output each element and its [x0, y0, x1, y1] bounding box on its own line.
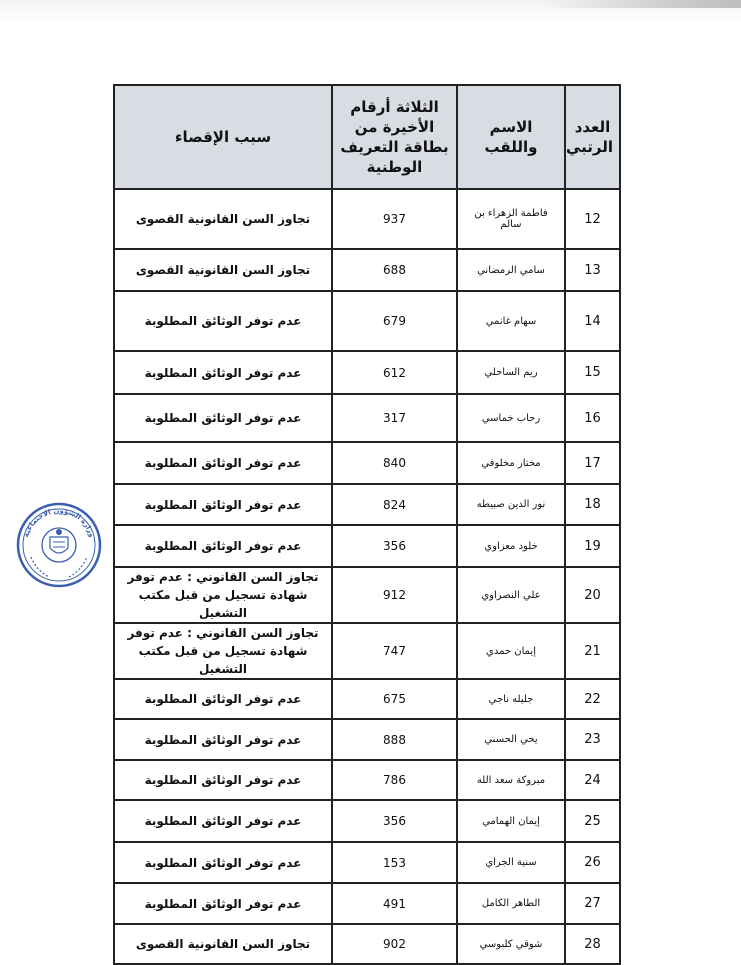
table-row [114, 800, 620, 842]
row-name: إيمان الهمامي [457, 800, 565, 842]
table-row [114, 525, 620, 567]
row-reason: تجاوز السن القانونية القصوى [114, 249, 332, 291]
row-name: جليله ناجي [457, 679, 565, 719]
table-row [114, 442, 620, 484]
row-id-digits: 491 [332, 883, 457, 924]
row-reason: تجاوز السن القانوني : عدم توفر شهادة تسجيل من قبل مكتب التشغيل [114, 567, 332, 623]
exclusion-table [113, 84, 621, 965]
row-id-digits: 688 [332, 249, 457, 291]
table-row [114, 249, 620, 291]
row-name: ريم الساحلي [457, 351, 565, 394]
row-name: نور الدين صبيطه [457, 484, 565, 525]
row-name: شوقي كلبوسي [457, 924, 565, 964]
row-name: سامي الرمضاني [457, 249, 565, 291]
row-number: 17 [565, 442, 620, 484]
table-row [114, 351, 620, 394]
row-name: الطاهر الكامل [457, 883, 565, 924]
row-number: 28 [565, 924, 620, 964]
table-row [114, 394, 620, 442]
row-id-digits: 356 [332, 525, 457, 567]
row-id-digits: 747 [332, 623, 457, 679]
svg-text:وزارة الشؤون الاجتماعية: وزارة الشؤون الاجتماعية [22, 506, 96, 539]
row-name: علي النصراوي [457, 567, 565, 623]
row-reason: عدم توفر الوثائق المطلوبة [114, 484, 332, 525]
row-id-digits: 317 [332, 394, 457, 442]
row-id-digits: 356 [332, 800, 457, 842]
header-row [114, 85, 620, 189]
row-reason: تجاوز السن القانوني : عدم توفر شهادة تسجيل من قبل مكتب التشغيل [114, 623, 332, 679]
row-number: 23 [565, 719, 620, 760]
row-reason: تجاوز السن القانونية القصوى [114, 189, 332, 249]
header-number: العدد الرتبي [565, 85, 620, 189]
row-reason: عدم توفر الوثائق المطلوبة [114, 800, 332, 842]
row-number: 16 [565, 394, 620, 442]
row-reason: عدم توفر الوثائق المطلوبة [114, 291, 332, 351]
row-name: مبروكة سعد الله [457, 760, 565, 800]
row-reason: عدم توفر الوثائق المطلوبة [114, 760, 332, 800]
row-number: 15 [565, 351, 620, 394]
table-row [114, 484, 620, 525]
row-number: 19 [565, 525, 620, 567]
row-id-digits: 612 [332, 351, 457, 394]
row-number: 12 [565, 189, 620, 249]
row-id-digits: 153 [332, 842, 457, 883]
row-number: 27 [565, 883, 620, 924]
row-reason: عدم توفر الوثائق المطلوبة [114, 394, 332, 442]
row-reason: عدم توفر الوثائق المطلوبة [114, 442, 332, 484]
table-row [114, 924, 620, 964]
row-id-digits: 840 [332, 442, 457, 484]
table-row [114, 567, 620, 623]
row-id-digits: 824 [332, 484, 457, 525]
row-reason: تجاوز السن القانونية القصوى [114, 924, 332, 964]
row-name: إيمان حمدي [457, 623, 565, 679]
row-reason: عدم توفر الوثائق المطلوبة [114, 351, 332, 394]
table-row [114, 623, 620, 679]
row-number: 25 [565, 800, 620, 842]
row-name: سنية الجراي [457, 842, 565, 883]
table-row [114, 679, 620, 719]
row-reason: عدم توفر الوثائق المطلوبة [114, 883, 332, 924]
table-row [114, 760, 620, 800]
row-id-digits: 786 [332, 760, 457, 800]
row-number: 18 [565, 484, 620, 525]
row-number: 22 [565, 679, 620, 719]
row-name: سهام غانمي [457, 291, 565, 351]
row-reason: عدم توفر الوثائق المطلوبة [114, 842, 332, 883]
header-reason: سبب الإقصاء [114, 85, 332, 189]
row-name: فاطمة الزهراء بن سالم [457, 189, 565, 249]
table-row [114, 842, 620, 883]
row-id-digits: 679 [332, 291, 457, 351]
row-number: 26 [565, 842, 620, 883]
table-row [114, 719, 620, 760]
row-id-digits: 937 [332, 189, 457, 249]
row-name: خلود معزاوي [457, 525, 565, 567]
row-id-digits: 888 [332, 719, 457, 760]
row-id-digits: 912 [332, 567, 457, 623]
row-id-digits: 675 [332, 679, 457, 719]
row-number: 20 [565, 567, 620, 623]
row-reason: عدم توفر الوثائق المطلوبة [114, 719, 332, 760]
row-reason: عدم توفر الوثائق المطلوبة [114, 525, 332, 567]
row-number: 14 [565, 291, 620, 351]
table-row [114, 291, 620, 351]
row-id-digits: 902 [332, 924, 457, 964]
table-row [114, 189, 620, 249]
row-number: 13 [565, 249, 620, 291]
row-name: مختار مخلوفي [457, 442, 565, 484]
scan-edge-mark [540, 0, 741, 8]
official-stamp [15, 501, 103, 589]
header-id-digits: الثلاثة أرقام الأخيرة من بطاقة التعريف الوطنية [332, 85, 457, 189]
row-name: يحي الحسني [457, 719, 565, 760]
row-number: 24 [565, 760, 620, 800]
row-number: 21 [565, 623, 620, 679]
table-row [114, 883, 620, 924]
row-name: رحاب خماسي [457, 394, 565, 442]
header-name: الاسم واللقب [457, 85, 565, 189]
row-reason: عدم توفر الوثائق المطلوبة [114, 679, 332, 719]
